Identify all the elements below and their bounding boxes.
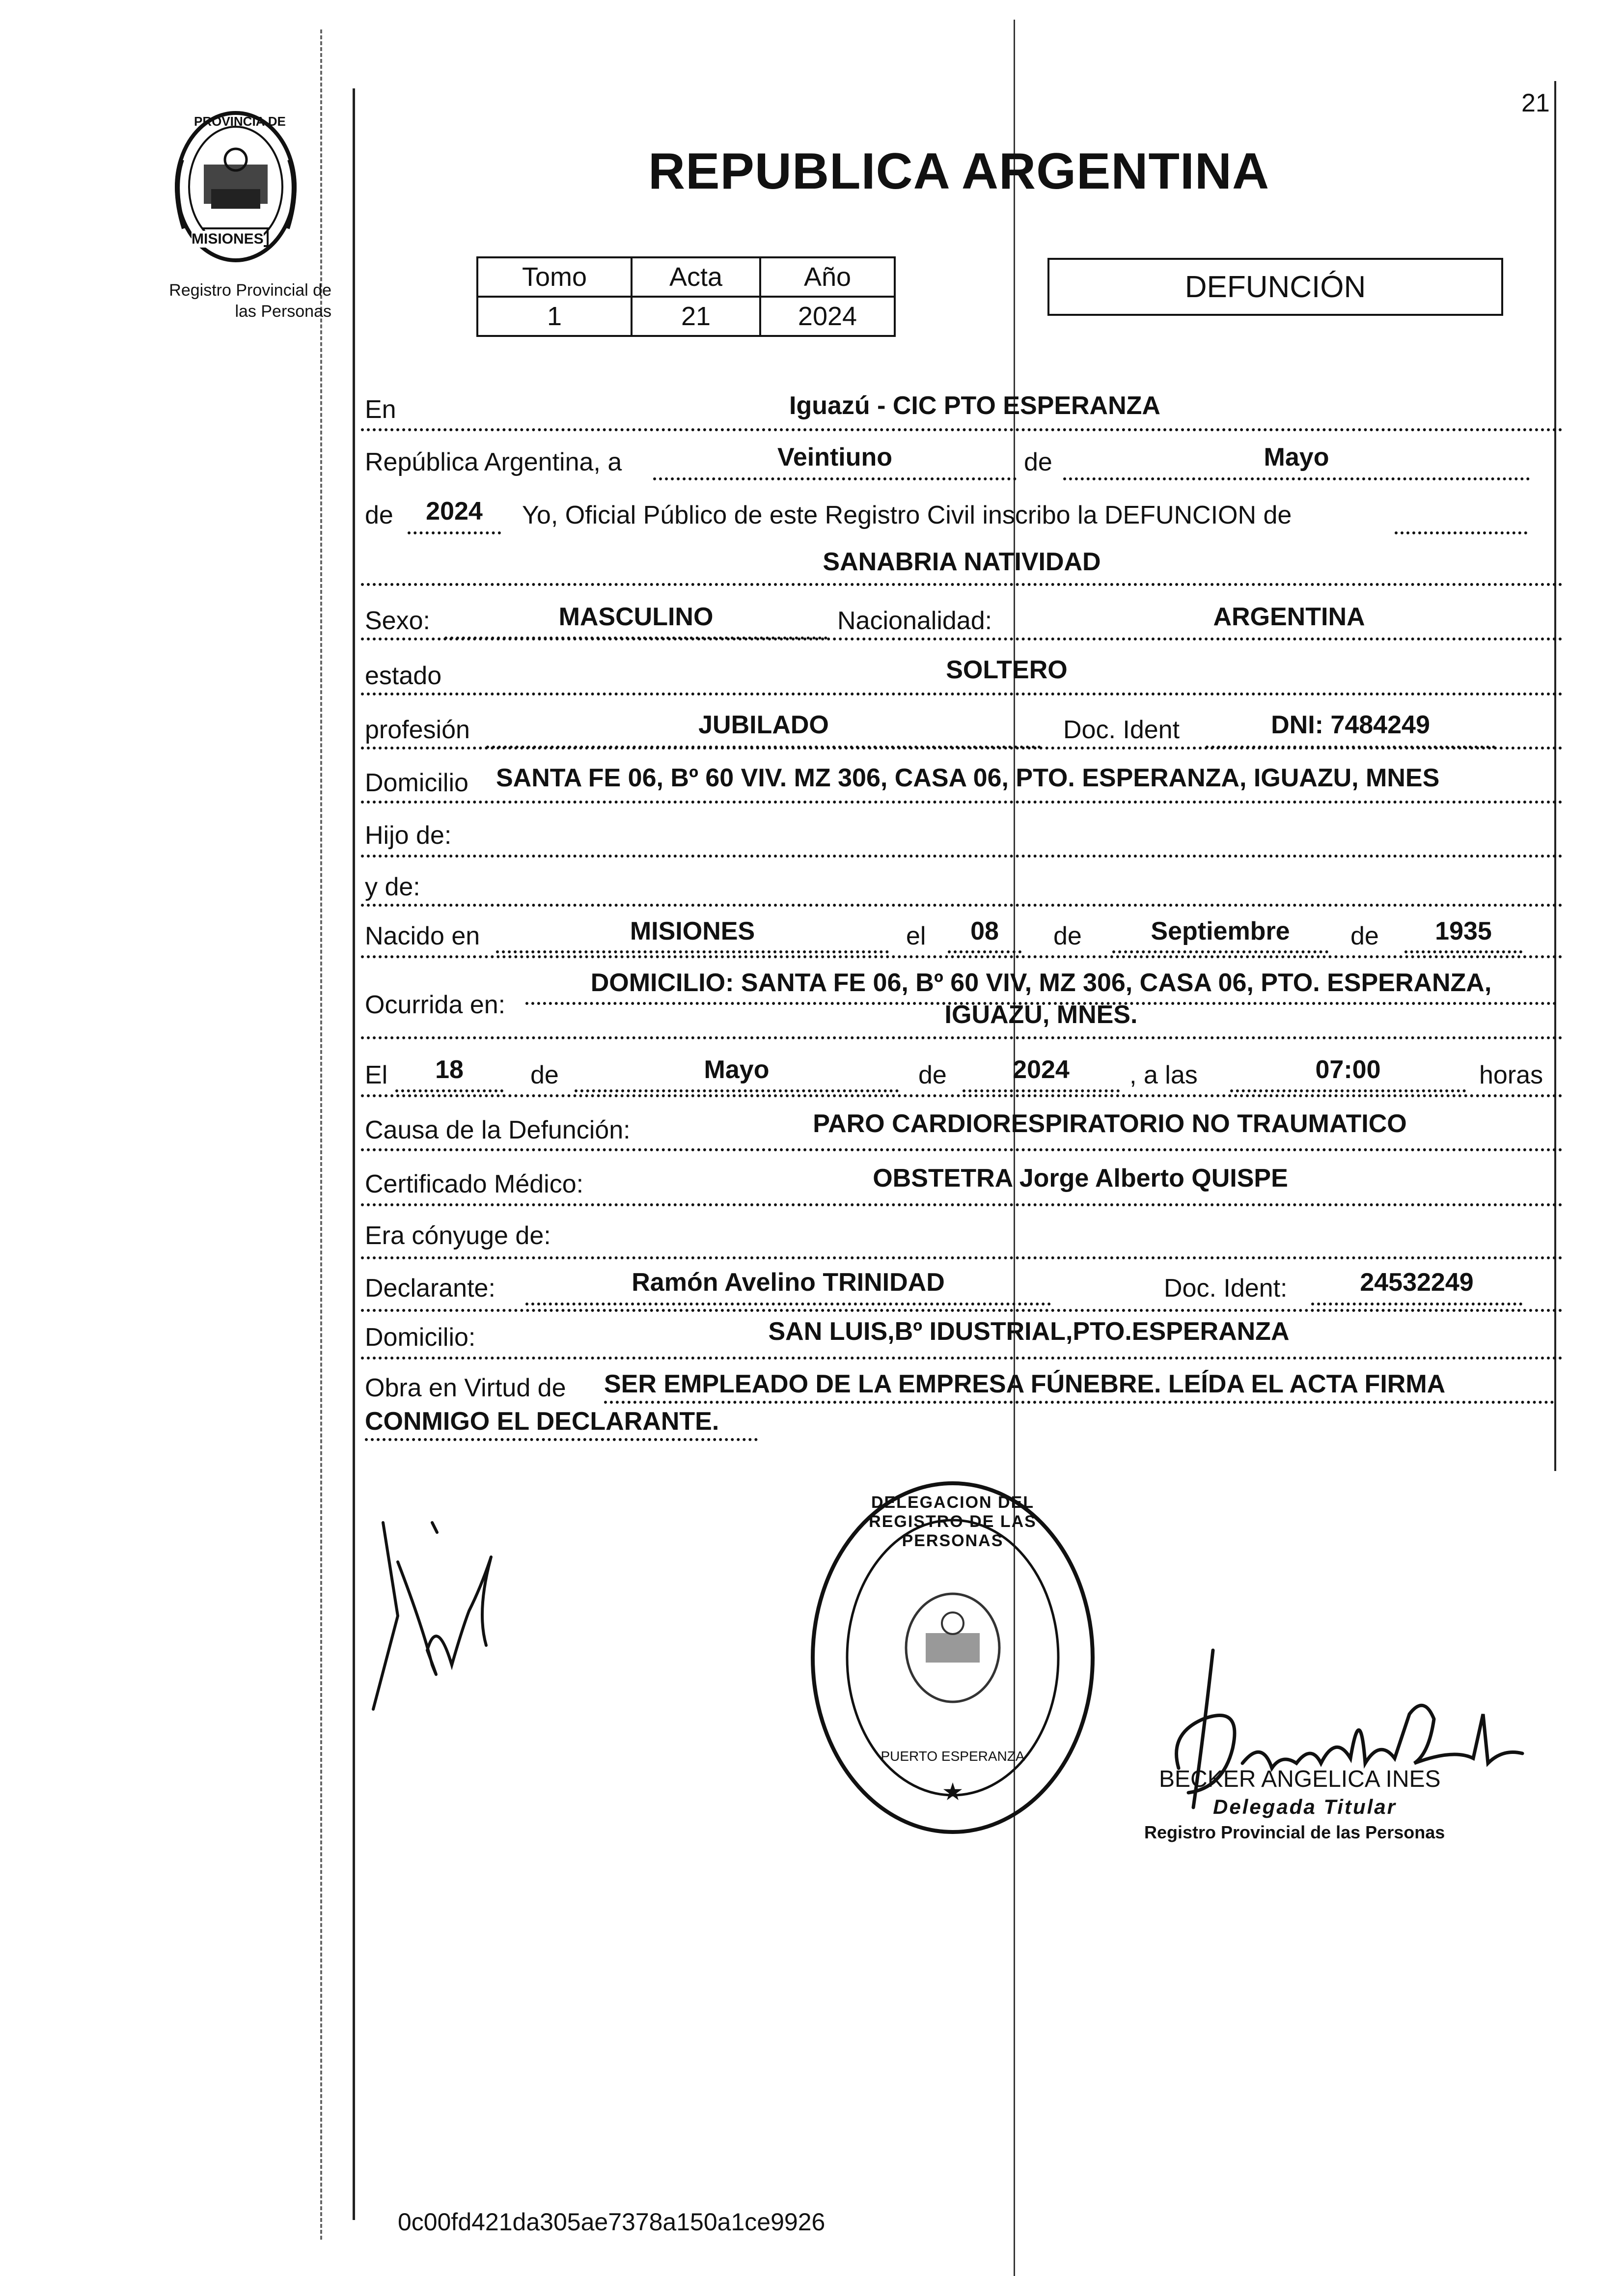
registry-caption-line2: las Personas bbox=[235, 302, 331, 321]
decl-doc-label: Doc. Ident: bbox=[1164, 1274, 1288, 1303]
death-month: Mayo bbox=[704, 1055, 770, 1084]
yde-label: y de: bbox=[365, 873, 420, 901]
day-underline bbox=[653, 477, 1017, 480]
decl-domicilio-label: Domicilio: bbox=[365, 1323, 476, 1352]
right-border-line bbox=[1554, 81, 1556, 1471]
row-separator bbox=[361, 1094, 1563, 1097]
nacido-underline bbox=[496, 950, 889, 953]
month-underline bbox=[1063, 477, 1530, 480]
declarante-underline bbox=[525, 1303, 1051, 1305]
obra-line2: CONMIGO EL DECLARANTE. bbox=[365, 1407, 719, 1436]
de-label: de bbox=[1024, 448, 1052, 476]
row-separator bbox=[361, 801, 1563, 804]
document-hash: 0c00fd421da305ae7378a150a1ce9926 bbox=[398, 2208, 826, 2236]
sexo-label: Sexo: bbox=[365, 607, 430, 635]
obra-label: Obra en Virtud de bbox=[365, 1374, 566, 1402]
birth-de-label: de bbox=[1053, 922, 1082, 950]
decl-doc-underline bbox=[1311, 1303, 1522, 1305]
sexo-value: MASCULINO bbox=[558, 603, 714, 631]
fold-line bbox=[1014, 20, 1015, 2276]
year-value: 2024 bbox=[426, 497, 483, 526]
death-year: 2024 bbox=[1013, 1055, 1070, 1084]
row-separator bbox=[361, 955, 1563, 958]
acta-table bbox=[476, 256, 896, 337]
decl-doc-value: 24532249 bbox=[1360, 1268, 1474, 1297]
profesion-value: JUBILADO bbox=[698, 711, 829, 739]
ocurrida-label: Ocurrida en: bbox=[365, 991, 506, 1019]
acta-header-tomo: Tomo bbox=[477, 257, 632, 297]
en-value: Iguazú - CIC PTO ESPERANZA bbox=[789, 391, 1160, 420]
deceased-name: SANABRIA NATIVIDAD bbox=[823, 548, 1101, 576]
domicilio-value: SANTA FE 06, Bº 60 VIV. MZ 306, CASA 06, PTO. ESPERANZA, IGUAZU, MNES bbox=[496, 764, 1440, 792]
acta-value-tomo: 1 bbox=[477, 297, 632, 336]
row-separator bbox=[361, 855, 1563, 858]
seal-text-top: PROVINCIA DE bbox=[194, 114, 286, 129]
nacionalidad-label: Nacionalidad: bbox=[837, 607, 992, 635]
acta-value-acta: 21 bbox=[632, 297, 760, 336]
death-time-underline bbox=[1230, 1089, 1466, 1092]
acta-table-header-row bbox=[477, 257, 895, 297]
nacido-label: Nacido en bbox=[365, 922, 480, 950]
stamp-inner-text: PUERTO ESPERANZA bbox=[881, 1749, 1025, 1764]
doc-ident-label: Doc. Ident bbox=[1063, 716, 1180, 744]
official-office: Registro Provincial de las Personas bbox=[1144, 1822, 1445, 1842]
official-name: BECKER ANGELICA INES bbox=[1159, 1766, 1441, 1792]
nacionalidad-value: ARGENTINA bbox=[1213, 603, 1365, 631]
obra-line1: SER EMPLEADO DE LA EMPRESA FÚNEBRE. LEÍDA EL ACTA FIRMA bbox=[604, 1370, 1446, 1398]
republica-label: República Argentina, a bbox=[365, 448, 622, 476]
row-separator bbox=[361, 1148, 1563, 1151]
death-time: 07:00 bbox=[1315, 1055, 1381, 1084]
row-separator bbox=[361, 693, 1563, 695]
margin-perforation-line bbox=[320, 29, 322, 2240]
row-separator bbox=[361, 1357, 1563, 1360]
doc-ident-value: DNI: 7484249 bbox=[1271, 711, 1430, 739]
row-separator bbox=[361, 1203, 1563, 1206]
de2-label: de bbox=[365, 501, 393, 529]
ocurrida-line1: DOMICILIO: SANTA FE 06, Bº 60 VIV, MZ 306, CASA 06, PTO. ESPERANZA, bbox=[590, 969, 1492, 997]
svg-text:★: ★ bbox=[941, 1778, 964, 1805]
acta-value-ano: 2024 bbox=[760, 297, 895, 336]
horas-label: horas bbox=[1479, 1061, 1543, 1089]
doc-ident-underline bbox=[1206, 746, 1495, 749]
birth-de2-label: de bbox=[1350, 922, 1379, 950]
certificado-label: Certificado Médico: bbox=[365, 1170, 584, 1198]
stamp-outer-text: DELEGACION DEL REGISTRO DE LAS PERSONAS bbox=[869, 1493, 1037, 1550]
seal-text-bottom: MISIONES bbox=[192, 231, 264, 247]
record-type-box: DEFUNCIÓN bbox=[1047, 258, 1503, 316]
decl-domicilio-value: SAN LUIS,Bº IDUSTRIAL,PTO.ESPERANZA bbox=[768, 1317, 1290, 1346]
death-de2-label: de bbox=[918, 1061, 947, 1089]
death-day-underline bbox=[395, 1089, 503, 1092]
page-number: 21 bbox=[1521, 89, 1550, 117]
row-separator bbox=[361, 1256, 1563, 1259]
declarante-value: Ramón Avelino TRINIDAD bbox=[632, 1268, 945, 1297]
death-year-underline bbox=[963, 1089, 1120, 1092]
left-border-line bbox=[353, 88, 355, 2220]
estado-value: SOLTERO bbox=[946, 656, 1068, 684]
acta-header-ano: Año bbox=[760, 257, 895, 297]
death-de-label: de bbox=[530, 1061, 559, 1089]
year-underline bbox=[408, 531, 501, 534]
certificado-value: OBSTETRA Jorge Alberto QUISPE bbox=[873, 1164, 1288, 1193]
alas-label: , a las bbox=[1129, 1061, 1198, 1089]
obra-line2-underline bbox=[365, 1438, 758, 1441]
ocurrida-line2: IGUAZU, MNES. bbox=[944, 1000, 1138, 1029]
birth-month: Septiembre bbox=[1151, 917, 1290, 945]
acta-table-value-row bbox=[477, 297, 895, 336]
official-underline bbox=[1395, 531, 1527, 534]
month-value: Mayo bbox=[1264, 443, 1329, 472]
official-text: Yo, Oficial Público de este Registro Civil inscribo la DEFUNCION de bbox=[522, 501, 1292, 529]
death-el-label: El bbox=[365, 1061, 388, 1089]
row-separator bbox=[361, 1036, 1563, 1039]
row-separator bbox=[361, 583, 1563, 586]
declarante-label: Declarante: bbox=[365, 1274, 495, 1303]
official-title: Delegada Titular bbox=[1213, 1795, 1397, 1818]
en-label: En bbox=[365, 395, 396, 424]
nacido-value: MISIONES bbox=[630, 917, 755, 945]
birth-day: 08 bbox=[970, 917, 999, 945]
death-day: 18 bbox=[435, 1055, 464, 1084]
row-separator bbox=[361, 428, 1563, 431]
acta-header-acta: Acta bbox=[632, 257, 760, 297]
profesion-underline bbox=[486, 746, 1041, 749]
conyuge-label: Era cónyuge de: bbox=[365, 1221, 551, 1250]
birth-month-underline bbox=[1112, 950, 1328, 953]
causa-value: PARO CARDIORESPIRATORIO NO TRAUMATICO bbox=[813, 1110, 1407, 1138]
el-label: el bbox=[906, 922, 926, 950]
birth-year: 1935 bbox=[1435, 917, 1492, 945]
causa-label: Causa de la Defunción: bbox=[365, 1116, 631, 1144]
hijo-label: Hijo de: bbox=[365, 821, 452, 850]
birth-day-underline bbox=[948, 950, 1021, 953]
page-title: REPUBLICA ARGENTINA bbox=[648, 143, 1270, 200]
registry-caption bbox=[120, 280, 331, 322]
obra-line1-underline bbox=[604, 1401, 1554, 1404]
registry-caption-line1: Registro Provincial de bbox=[169, 281, 331, 300]
day-value: Veintiuno bbox=[777, 443, 892, 472]
row-separator bbox=[361, 1309, 1563, 1312]
row-separator bbox=[361, 904, 1563, 907]
estado-label: estado bbox=[365, 662, 442, 690]
sexo-underline bbox=[444, 637, 827, 639]
birth-year-underline bbox=[1404, 950, 1522, 953]
death-month-underline bbox=[575, 1089, 899, 1092]
declarant-signature bbox=[363, 1503, 525, 1734]
domicilio-label: Domicilio bbox=[365, 769, 468, 797]
profesion-label: profesión bbox=[365, 716, 470, 744]
